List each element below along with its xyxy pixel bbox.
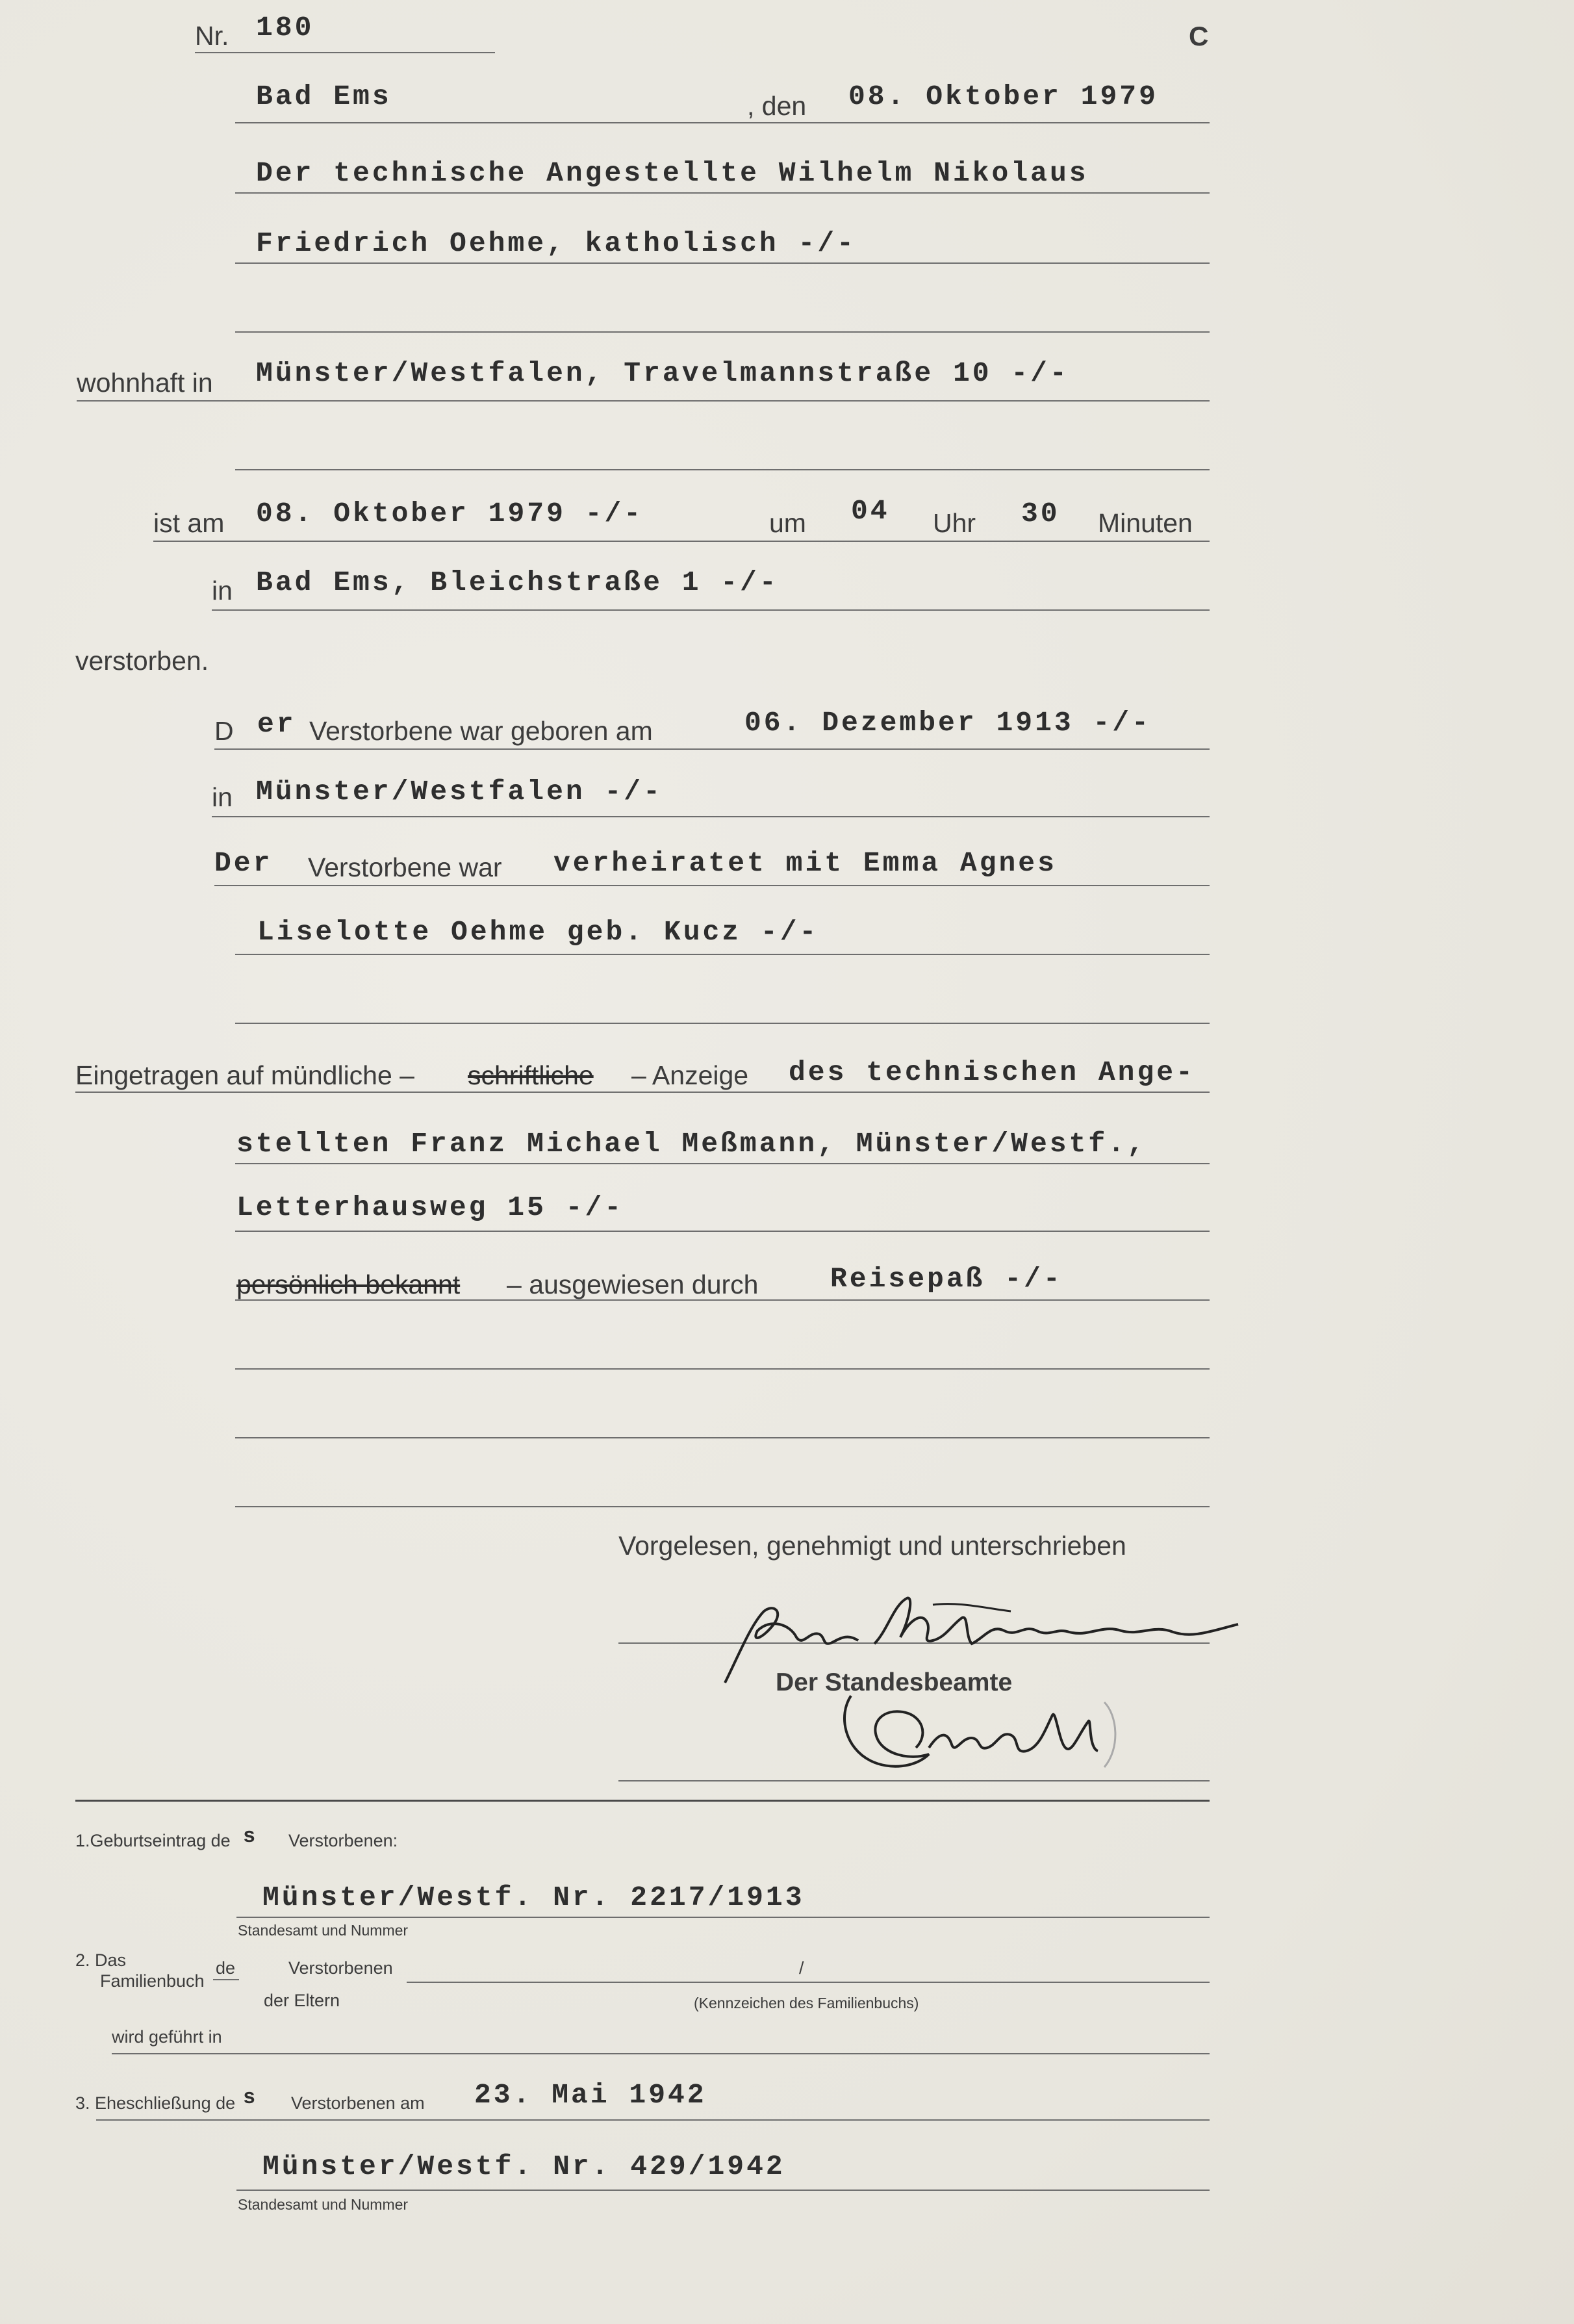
registrar-signature-line [618,1780,1210,1781]
nr-label: Nr. [195,21,229,51]
family-gefuehrt-underline [112,2053,1210,2054]
registry-date: 08. Oktober 1979 [848,81,1158,112]
nr-value: 180 [256,12,314,44]
death-minutes: 30 [1021,498,1060,530]
marriage-place-underline [236,2190,1210,2191]
marriage-typed-der: Der [214,847,273,879]
birth-date-underline [214,748,1210,750]
nr-underline [195,52,495,53]
family-book-label: Familienbuch [100,1971,205,1991]
birth-entry-s: s [243,1824,256,1848]
birth-entry-underline [236,1917,1210,1918]
residence-underline-2 [235,469,1210,470]
death-date-label: ist am [153,508,225,538]
standesamt-label-2: Standesamt und Nummer [238,2196,409,2213]
registration-underline-6 [235,1437,1210,1438]
id-document: Reisepaß -/- [830,1263,1063,1295]
birth-place: Münster/Westfalen -/- [256,776,663,808]
birth-entry-label-2: Verstorbenen: [288,1831,398,1850]
residence-label: wohnhaft in [77,368,213,398]
death-place-underline [212,609,1210,611]
den-label: , den [747,91,807,121]
verstorben-label: verstorben. [75,646,209,676]
birth-typed-suffix: er [257,708,296,740]
registration-underline-5 [235,1368,1210,1370]
family-de-underline [213,1979,239,1980]
footer-separator [75,1800,1210,1802]
birth-date: 06. Dezember 1913 -/- [744,707,1151,739]
marriage-underline-3 [235,1023,1210,1024]
death-date: 08. Oktober 1979 -/- [256,498,644,530]
marriage-status: verheiratet mit Emma Agnes [553,847,1057,879]
name-underline-3 [235,331,1210,333]
death-um-label: um [769,508,806,538]
residence-underline [77,400,1210,402]
marriage-entry-underline [96,2119,1210,2121]
registration-underline-4 [235,1299,1210,1301]
birth-prefix: D [214,716,234,746]
death-place: Bad Ems, Bleichstraße 1 -/- [256,567,779,598]
registrar-label: Der Standesbeamte [776,1668,1013,1696]
registrar-signature [831,1676,1130,1787]
marriage-label: Verstorbene war [308,852,502,882]
death-uhr-label: Uhr [933,508,976,538]
read-approved-label: Vorgelesen, genehmigt und unterschrieben [618,1531,1126,1561]
declarant-line-2: stellten Franz Michael Meßmann, Münster/Westf., [236,1128,1147,1160]
family-book-underline [407,1982,1210,1983]
registration-label-1: Eingetragen auf mündliche – [75,1060,414,1090]
spouse-line-2: Liselotte Oehme geb. Kucz -/- [257,916,819,948]
declarant-line-1: des technischen Ange- [789,1056,1195,1088]
place-date-underline [235,122,1210,123]
birth-place-label: in [212,782,233,812]
registration-underline-7 [235,1506,1210,1507]
death-hour: 04 [851,495,890,527]
bleed-through [1039,19,1059,51]
marriage-underline-2 [235,954,1210,955]
registration-label-2: – Anzeige [631,1060,749,1090]
marriage-entry-label-2: Verstorbenen am [291,2093,425,2113]
deceased-line-1: Der technische Angestellte Wilhelm Nikolaus [256,157,1089,189]
birth-place-underline [212,816,1210,817]
birth-entry-value: Münster/Westf. Nr. 2217/1913 [262,1882,805,1913]
marriage-entry-date: 23. Mai 1942 [474,2079,707,2111]
family-book-num: 2. Das [75,1950,127,1970]
name-underline-1 [235,192,1210,194]
registration-underline-3 [235,1231,1210,1232]
known-struck: persönlich bekannt [236,1270,461,1299]
known-label: – ausgewiesen durch [507,1270,759,1299]
family-book-slash: / [799,1958,804,1978]
registry-place: Bad Ems [256,81,392,112]
residence-value: Münster/Westfalen, Travelmannstraße 10 -/- [256,357,1069,389]
registration-underline-2 [235,1163,1210,1164]
form-letter: C [1189,21,1209,51]
death-place-label: in [212,576,233,606]
marriage-underline-1 [214,885,1210,886]
birth-label: Verstorbene war geboren am [309,716,653,746]
standesamt-label-1: Standesamt und Nummer [238,1922,409,1939]
family-book-kennzeichen: (Kennzeichen des Familienbuchs) [694,1995,919,2011]
family-book-verstorbenen: Verstorbenen [288,1958,393,1978]
death-date-underline [153,541,1210,542]
marriage-entry-label: 3. Eheschließung de [75,2093,236,2113]
name-underline-2 [235,262,1210,264]
marriage-entry-s: s [243,2086,256,2110]
family-book-de: de [216,1958,236,1978]
family-book-gefuehrt: wird geführt in [112,2027,222,2047]
birth-entry-label: 1.Geburtseintrag de [75,1831,231,1850]
registration-underline-1 [75,1092,1210,1093]
death-minuten-label: Minuten [1098,508,1193,538]
family-book-eltern: der Eltern [264,1991,340,2010]
declarant-line-3: Letterhausweg 15 -/- [236,1192,624,1223]
marriage-entry-place: Münster/Westf. Nr. 429/1942 [262,2151,785,2182]
registration-struck: schriftliche [468,1060,594,1090]
deceased-line-2: Friedrich Oehme, katholisch -/- [256,227,856,259]
